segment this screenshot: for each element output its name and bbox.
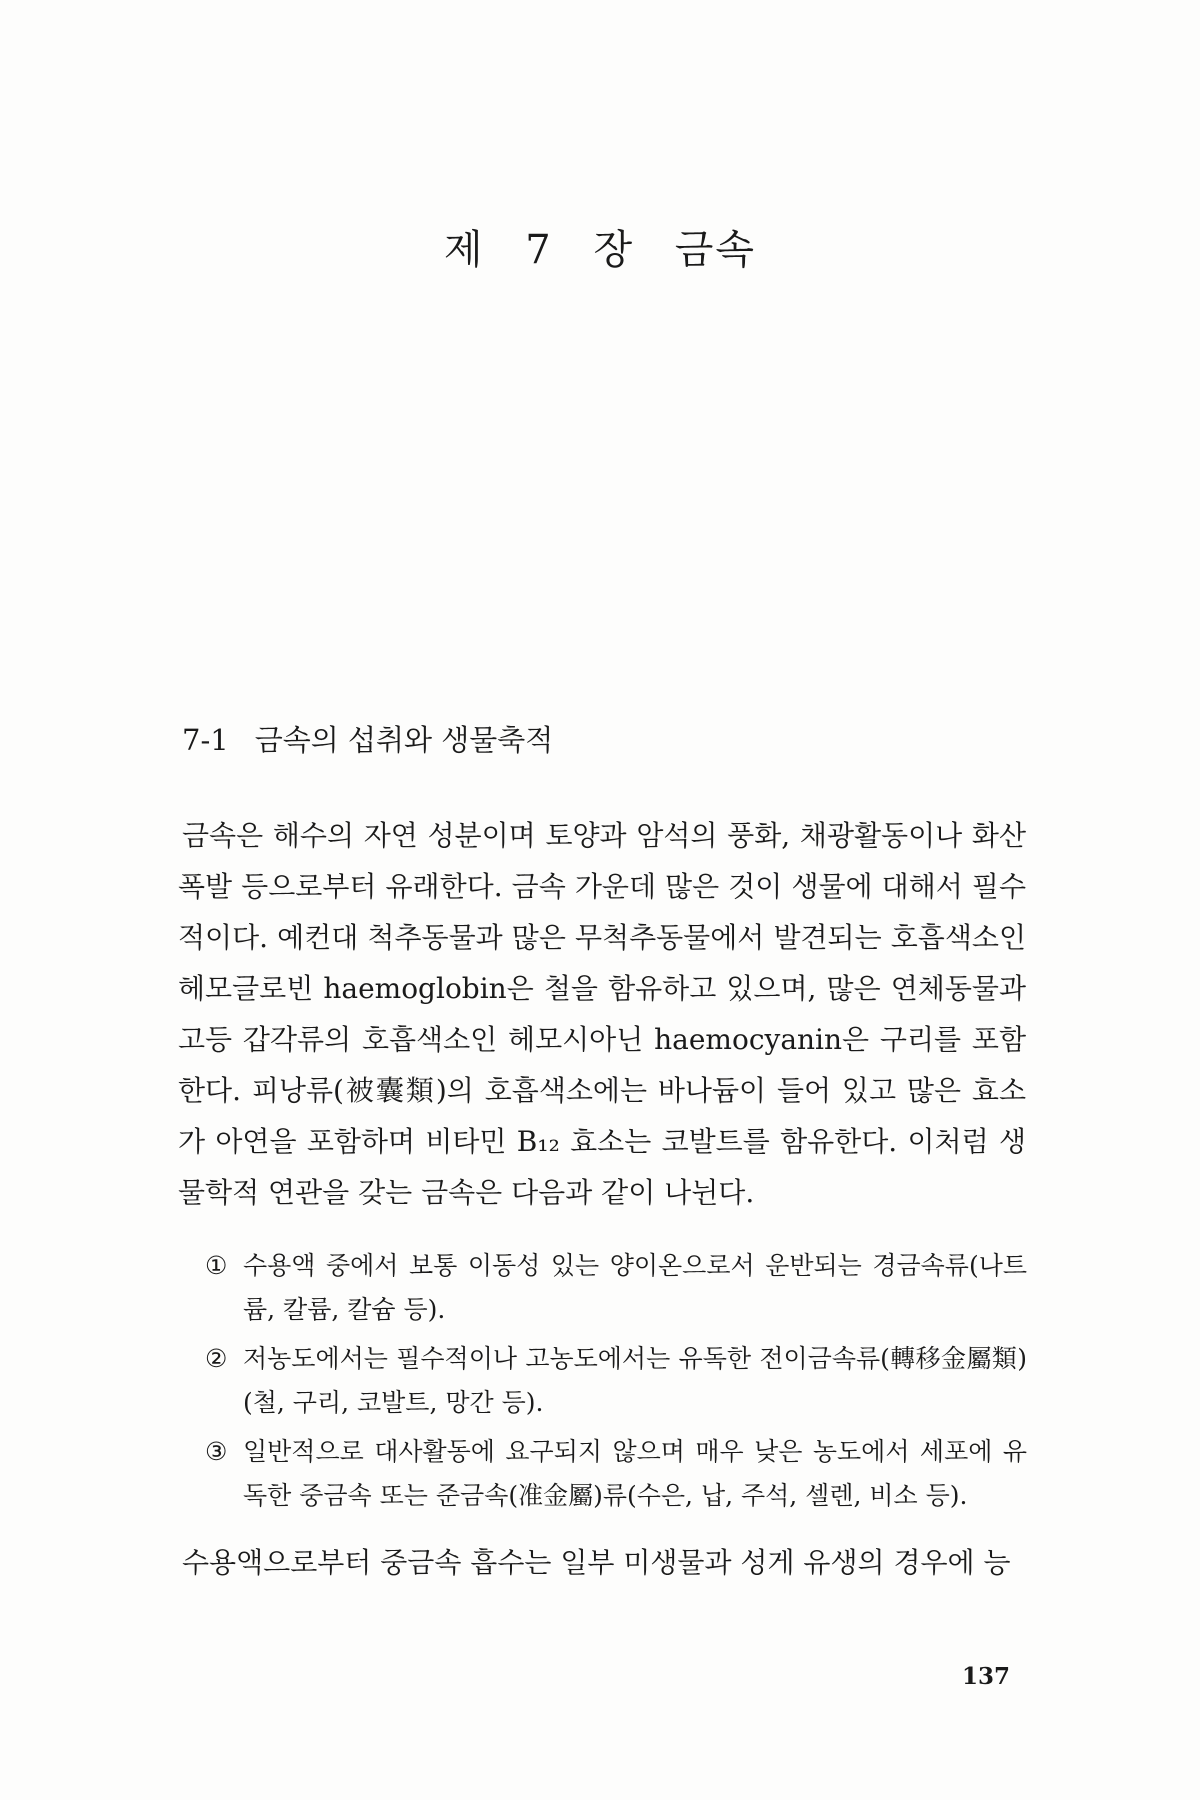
list-item-text: 저농도에서는 필수적이나 고농도에서는 유독한 전이금속류(轉移金屬類)(철, 구리, 코발트, 망간 등). — [243, 1344, 1027, 1417]
section-number: 7-1 — [182, 723, 229, 757]
list-item — [205, 1244, 1027, 1332]
body-paragraph: 금속은 해수의 자연 성분이며 토양과 암석의 풍화, 채광활동이나 화산 폭발 등으로부터 유래한다. 금속 가운데 많은 것이 생물에 대해서 필수적이다. 예컨대 척추동물과 많은 무척추동물에서 발견되는 호흡색소인 헤모글로빈 haemoglobin은 철을 함유하고 있으며, 많은 연체동물과 고등 갑각류의 호흡색소인 헤모시아닌 haemocyanin은 구리를 포함한다. 피낭류(被囊類)의 호흡색소에는 바나듐이 들어 있고 많은 효소가 아연을 포함하며 비타민 B₁₂ 효소는 코발트를 함유한다. 이처럼 생물학적 연관을 갖는 금속은 다음과 같이 나뉜다. — [178, 819, 1026, 1209]
list-marker: ① — [205, 1251, 228, 1280]
list-item-text: 일반적으로 대사활동에 요구되지 않으며 매우 낮은 농도에서 세포에 유독한 중금속 또는 준금속(准金屬)류(수은, 납, 주석, 셀렌, 비소 등). — [243, 1437, 1027, 1510]
section-title: 금속의 섭취와 생물축적 — [254, 723, 554, 757]
list-item — [205, 1337, 1027, 1425]
list-item — [205, 1430, 1027, 1518]
list-item-text: 수용액 중에서 보통 이동성 있는 양이온으로서 운반되는 경금속류(나트륨, 칼륨, 칼슘 등). — [243, 1251, 1027, 1324]
page-number: 137 — [962, 1663, 1011, 1690]
section-heading — [182, 718, 553, 759]
body-paragraph: 수용액으로부터 중금속 흡수는 일부 미생물과 성게 유생의 경우에 능 — [182, 1546, 1011, 1579]
list-marker: ② — [205, 1344, 228, 1373]
chapter-title: 제 7 장 금속 — [443, 227, 757, 273]
list-marker: ③ — [205, 1437, 228, 1466]
metal-category-list — [205, 1244, 1027, 1523]
